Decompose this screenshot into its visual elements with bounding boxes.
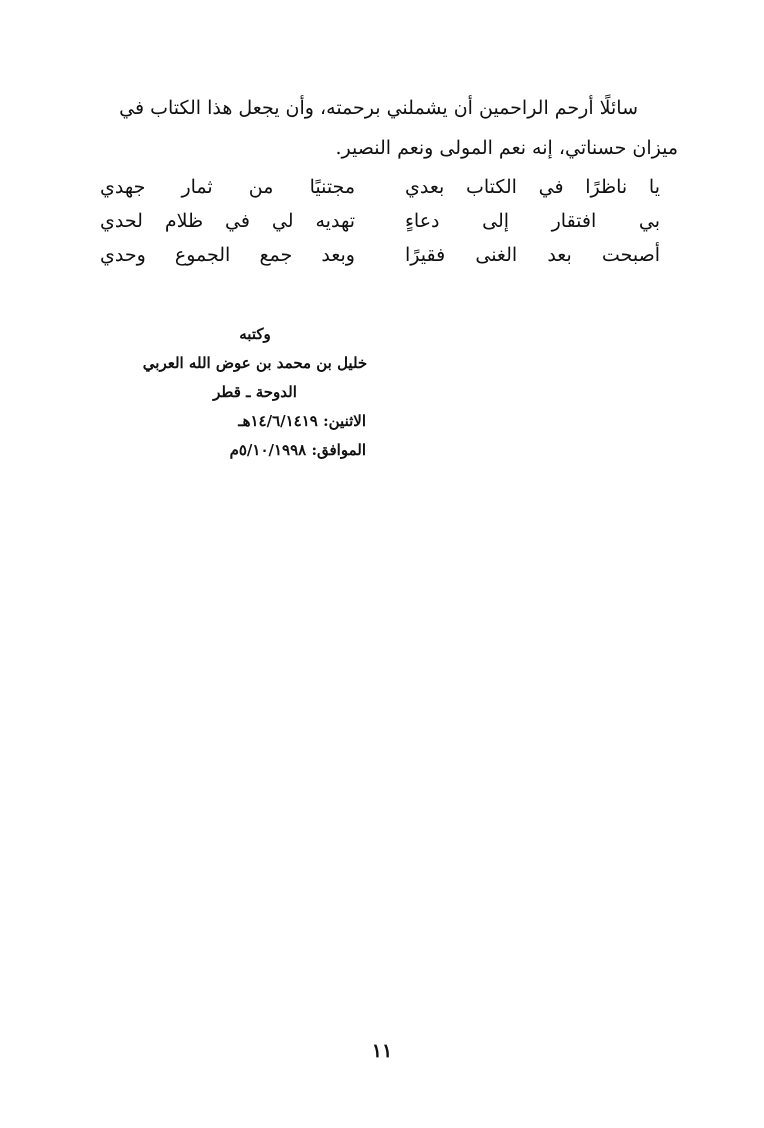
closing-paragraph (78, 88, 678, 168)
author-signature (120, 320, 390, 465)
verse-2-second-hemistich: تهديه لي في ظلام لحدي (100, 210, 355, 232)
poem (100, 170, 660, 272)
signature-place: الدوحة ـ قطر (213, 383, 297, 401)
verse-2-first-hemistich: بي افتقار إلى دعاءٍ (405, 210, 660, 232)
poem-verse-2 (100, 204, 660, 238)
signature-gregorian-date: الموافق: ٥/١٠/١٩٩٨م (229, 441, 366, 459)
paragraph-line-2: ميزان حسناتي، إنه نعم المولى ونعم النصير. (335, 137, 678, 159)
signature-hijri-date: الاثنين: ١٤/٦/١٤١٩هـ (238, 412, 366, 430)
signature-wrote-it: وكتبه (239, 325, 271, 343)
paragraph-line-1: سائلًا أرحم الراحمين أن يشملني برحمته، وأن يجعل هذا الكتاب في (119, 97, 638, 119)
verse-1-second-hemistich: مجتنيًا من ثمار جهدي (100, 176, 355, 198)
signature-author-name: خليل بن محمد بن عوض الله العربي (142, 354, 368, 372)
verse-3-second-hemistich: وبعد جمع الجموع وحدي (100, 244, 355, 266)
poem-verse-1 (100, 170, 660, 204)
poem-verse-3 (100, 238, 660, 272)
verse-3-first-hemistich: أصبحت بعد الغنى فقيرًا (405, 244, 660, 266)
verse-1-first-hemistich: يا ناظرًا في الكتاب بعدي (405, 176, 660, 198)
page-number: ١١ (371, 1040, 393, 1062)
